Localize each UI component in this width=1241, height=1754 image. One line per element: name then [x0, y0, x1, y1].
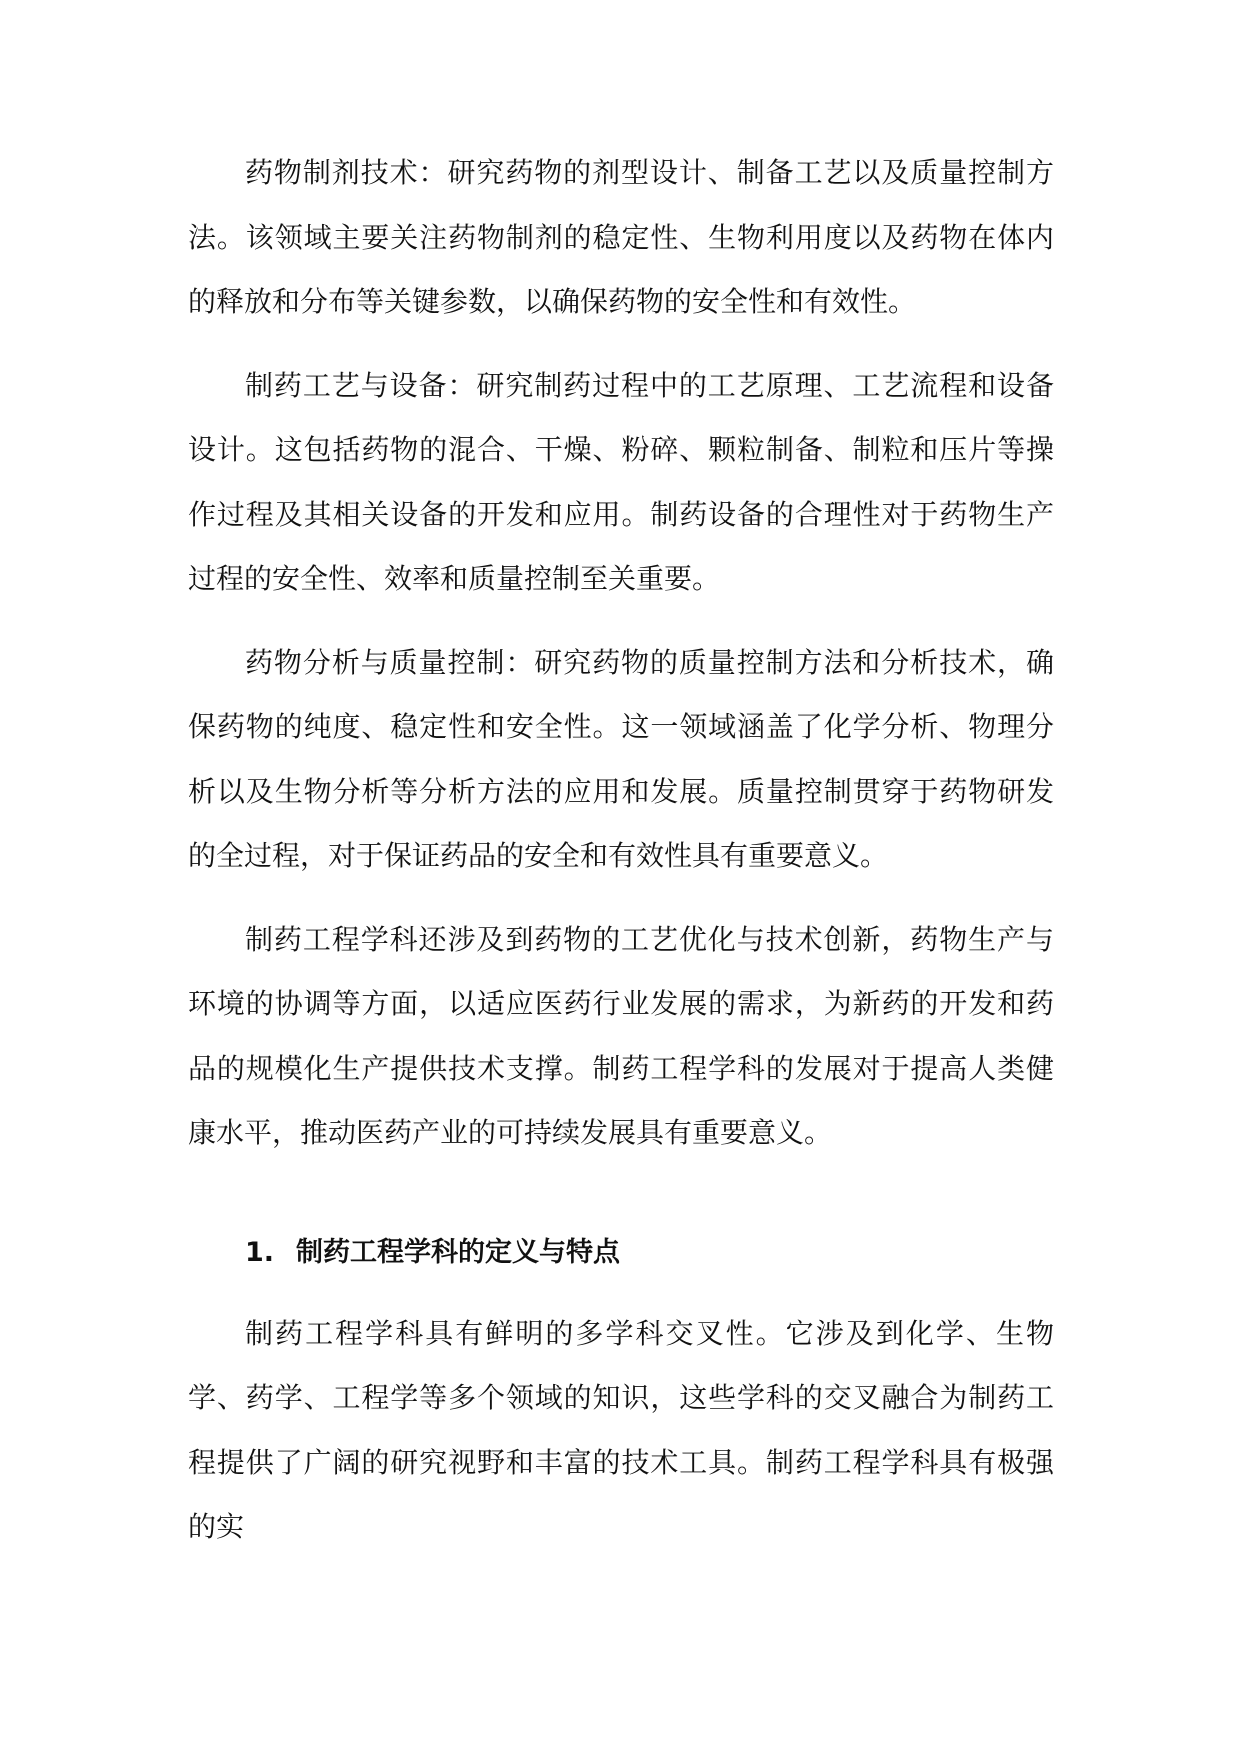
- paragraph-process-equipment: 制药工艺与设备：研究制药过程中的工艺原理、工艺流程和设备设计。这包括药物的混合、干燥、粉碎、颗粒制备、制粒和压片等操作过程及其相关设备的开发和应用。制药设备的合理性对于药物生产过程的安全性、效率和质量控制至关重要。: [188, 368, 1054, 595]
- paragraph-analysis-quality-control: 药物分析与质量控制：研究药物的质量控制方法和分析技术，确保药物的纯度、稳定性和安全性。这一领域涵盖了化学分析、物理分析以及生物分析等分析方法的应用和发展。质量控制贯穿于药物研发的全过程，对于保证药品的安全和有效性具有重要意义。: [188, 645, 1054, 872]
- section-number: 1.: [245, 1236, 275, 1268]
- section-title: 制药工程学科的定义与特点: [296, 1236, 621, 1268]
- paragraph-formulation-technology: 药物制剂技术：研究药物的剂型设计、制备工艺以及质量控制方法。该领域主要关注药物制剂的稳定性、生物利用度以及药物在体内的释放和分布等关键参数，以确保药物的安全性和有效性。: [188, 156, 1054, 318]
- document-body: [188, 141, 1054, 1579]
- section-heading: [188, 1185, 1054, 1285]
- paragraph-discipline-overview: 制药工程学科还涉及到药物的工艺优化与技术创新，药物生产与环境的协调等方面，以适应医药行业发展的需求，为新药的开发和药品的规模化生产提供技术支撑。制药工程学科的发展对于提高人类健康水平，推动医药产业的可持续发展具有重要意义。: [188, 922, 1054, 1149]
- paragraph-section-intro: 制药工程学科具有鲜明的多学科交叉性。它涉及到化学、生物学、药学、工程学等多个领域的知识，这些学科的交叉融合为制药工程提供了广阔的研究视野和丰富的技术工具。制药工程学科具有极强的实: [188, 1316, 1054, 1543]
